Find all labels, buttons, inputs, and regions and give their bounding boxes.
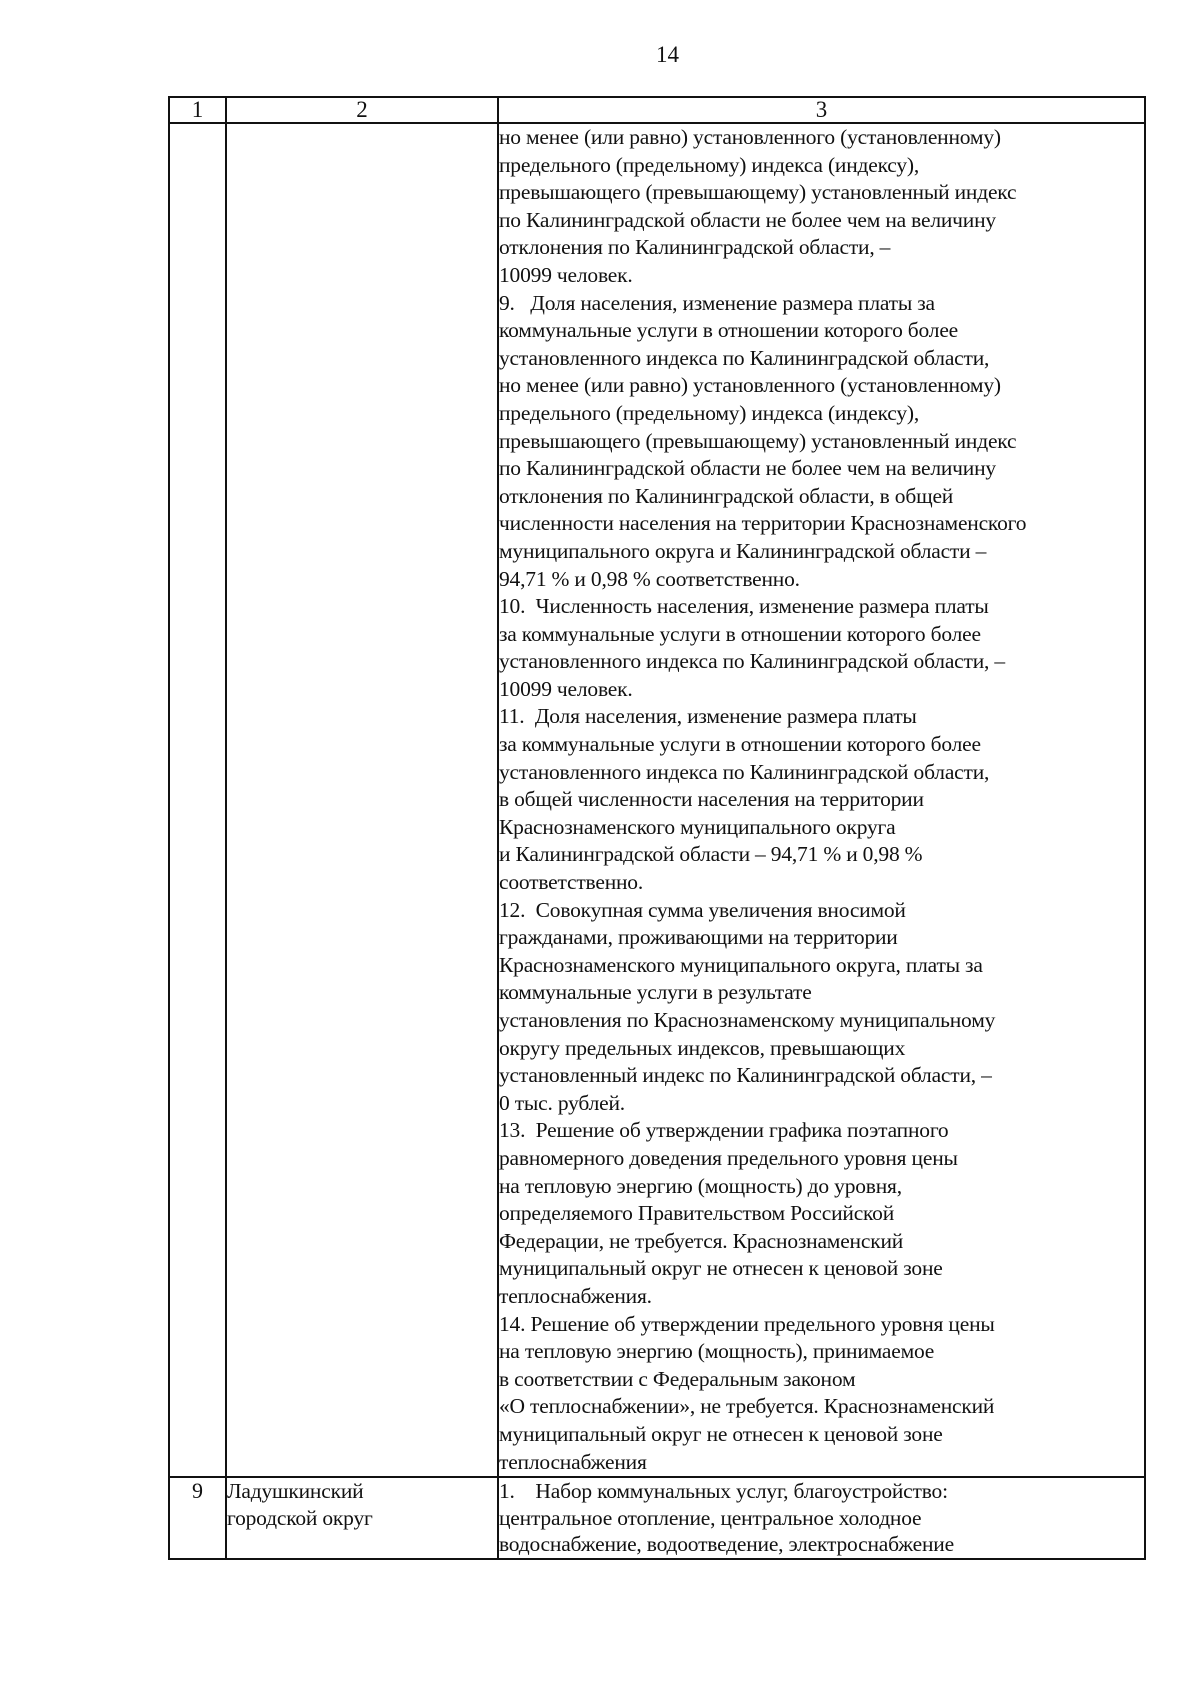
- text-line: 9. Доля населения, изменение размера платы за: [499, 290, 935, 315]
- document-table: [168, 96, 1146, 1560]
- text-line: гражданами, проживающими на территории: [499, 925, 898, 950]
- text-line: установленный индекс по Калининградской области, –: [499, 1063, 992, 1088]
- text-line: численности населения на территории Краснознаменского: [499, 511, 1027, 536]
- text-line: водоснабжение, водоотведение, электроснабжение: [499, 1532, 954, 1557]
- header-col-1: 1: [169, 97, 226, 123]
- municipality-name-line: Ладушкинский: [227, 1479, 364, 1504]
- text-line: муниципального округа и Калининградской области –: [499, 538, 987, 563]
- header-col-2: 2: [226, 97, 498, 123]
- text-line: по Калининградской области не более чем на величину: [499, 456, 996, 481]
- municipality-name-cell: [226, 1477, 498, 1559]
- text-line: на тепловую энергию (мощность), принимаемое: [499, 1339, 935, 1364]
- text-line: 10. Численность населения, изменение размера платы: [499, 594, 989, 619]
- text-line: коммунальные услуги в результате: [499, 980, 812, 1005]
- text-line: и Калининградской области – 94,71 % и 0,98 %: [499, 842, 923, 867]
- text-line: Краснознаменского муниципального округа, платы за: [499, 952, 983, 977]
- text-line: 12. Совокупная сумма увеличения вносимой: [499, 897, 906, 922]
- text-line: 10099 человек.: [499, 262, 633, 287]
- indicator-text-cell: [498, 1477, 1145, 1559]
- text-line: установленного индекса по Калининградской области,: [499, 345, 990, 370]
- text-line: предельного (предельному) индекса (индексу),: [499, 400, 920, 425]
- text-line: превышающего (превышающему) установленный индекс: [499, 180, 1017, 205]
- text-line: 94,71 % и 0,98 % соответственно.: [499, 566, 800, 591]
- text-line: в общей численности населения на территории: [499, 787, 924, 812]
- text-line: 10099 человек.: [499, 676, 633, 701]
- table-row-continued: [169, 123, 1145, 1477]
- text-line: 0 тыс. рублей.: [499, 1090, 625, 1115]
- text-line: 13. Решение об утверждении графика поэтапного: [499, 1118, 949, 1143]
- row-number-cell: [169, 123, 226, 1477]
- text-line: равномерного доведения предельного уровня цены: [499, 1145, 958, 1170]
- text-line: соответственно.: [499, 870, 644, 895]
- table-row-9: [169, 1477, 1145, 1559]
- text-line: отклонения по Калининградской области, –: [499, 235, 891, 260]
- text-line: превышающего (превышающему) установленный индекс: [499, 428, 1017, 453]
- text-line: на тепловую энергию (мощность) до уровня,: [499, 1173, 902, 1198]
- text-line: отклонения по Калининградской области, в общей: [499, 483, 954, 508]
- text-line: но менее (или равно) установленного (установленному): [499, 373, 1001, 398]
- text-line: Федерации, не требуется. Краснознаменский: [499, 1228, 904, 1253]
- text-line: центральное отопление, центральное холодное: [499, 1505, 922, 1530]
- text-line: теплоснабжения.: [499, 1283, 652, 1308]
- municipality-name-line: городской округ: [227, 1505, 373, 1530]
- text-line: по Калининградской области не более чем на величину: [499, 207, 996, 232]
- text-line: установленного индекса по Калининградской области,: [499, 759, 990, 784]
- table-header-row: [169, 97, 1145, 123]
- text-line: 11. Доля населения, изменение размера платы: [499, 704, 917, 729]
- text-line: округу предельных индексов, превышающих: [499, 1035, 906, 1060]
- text-line: теплоснабжения: [499, 1449, 647, 1474]
- page-number: 14: [656, 42, 679, 67]
- text-line: 1. Набор коммунальных услуг, благоустройство:: [499, 1479, 948, 1504]
- text-line: предельного (предельному) индекса (индексу),: [499, 152, 920, 177]
- text-line: установленного индекса по Калининградской области, –: [499, 649, 1005, 674]
- text-line: «О теплоснабжении», не требуется. Краснознаменский: [499, 1394, 995, 1419]
- header-col-3: 3: [498, 97, 1145, 123]
- text-line: определяемого Правительством Российской: [499, 1201, 895, 1226]
- municipality-name-cell: [226, 123, 498, 1477]
- text-line: но менее (или равно) установленного (установленному): [499, 125, 1001, 149]
- text-line: муниципальный округ не отнесен к ценовой зоне: [499, 1256, 943, 1281]
- text-line: установления по Краснознаменскому муниципальному: [499, 1008, 996, 1032]
- text-line: за коммунальные услуги в отношении которого более: [499, 621, 981, 646]
- indicator-text-cell: [498, 123, 1145, 1477]
- text-line: в соответствии с Федеральным законом: [499, 1366, 856, 1391]
- text-line: коммунальные услуги в отношении которого более: [499, 318, 959, 343]
- text-line: муниципальный округ не отнесен к ценовой зоне: [499, 1421, 943, 1446]
- row-number-cell: 9: [169, 1477, 226, 1559]
- text-line: 14. Решение об утверждении предельного уровня цены: [499, 1311, 995, 1336]
- text-line: за коммунальные услуги в отношении которого более: [499, 732, 981, 757]
- text-line: Краснознаменского муниципального округа: [499, 814, 896, 839]
